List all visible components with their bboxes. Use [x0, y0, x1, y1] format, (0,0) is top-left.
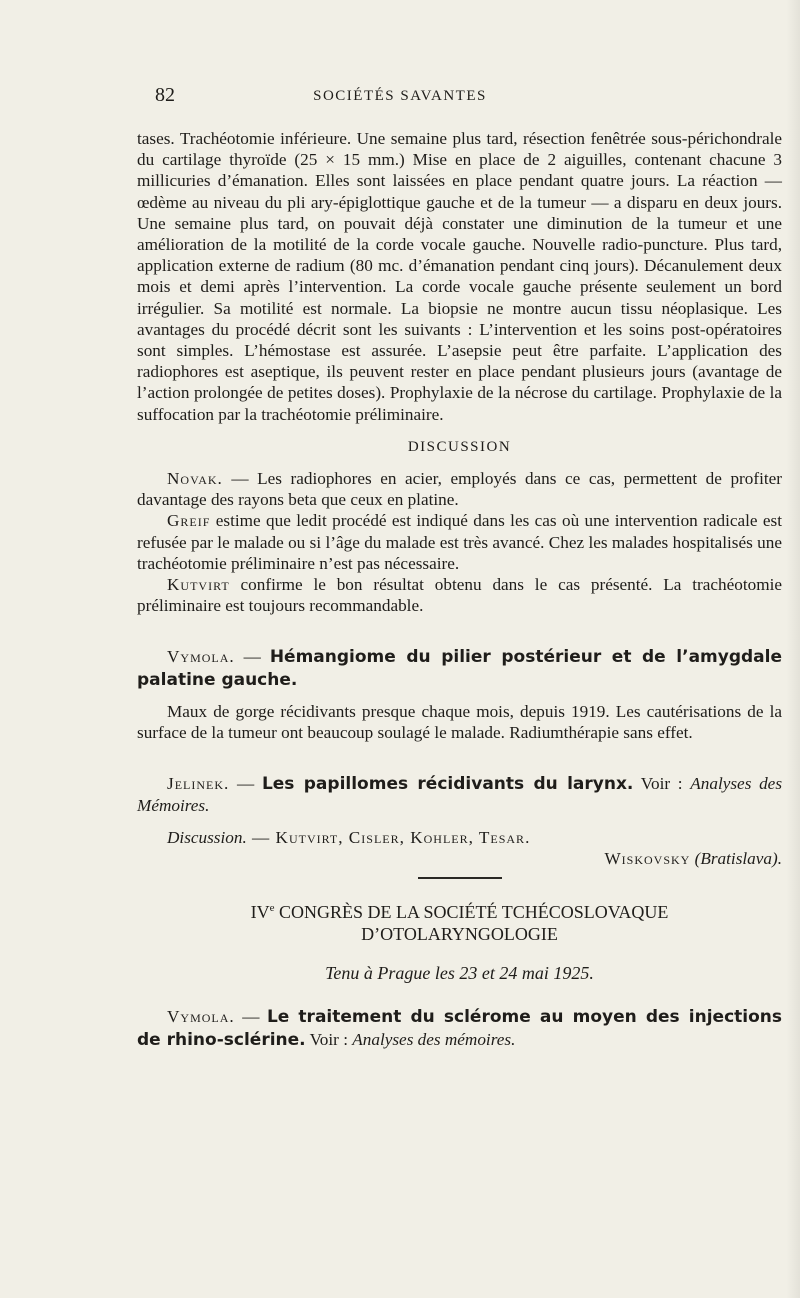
case-report-paragraph: tases. Trachéotomie inférieure. Une semaine plus tard, résection fenêtrée sous-périchondrale du cartilage thyroïde (25 × 15 mm.) Mise en place de 2 aiguilles, contenant chacune 3 millicuries d’émanation. Elles sont laissées en place pendant quatre jours. La réaction — œdème au niveau du pli ary-épiglottique gauche et de la tumeur — a disparu en deux jours. Une semaine plus tard, on pouvait déjà constater une diminution de la tumeur et une amélioration de la motilité de la corde vocale gauche. Nouvelle radio-puncture. Plus tard, application externe de radium (80 mc. d’émanation pendant cinq jours). Décanulement deux mois et demi après l’intervention. La corde vocale gauche présente seulement un bord irrégulier. Sa motilité est normale. La biopsie ne montre aucun tissu néoplasique. Les avantages du procédé décrit sont les suivants : L’intervention et les soins post-opératoires sont simples. L’hémostase est assurée. L’asepsie peut être parfaite. L’application des radiophores est aseptique, ils peuvent rester en place pendant plusieurs jours (avantage de l’action prolongée de petites doses). Prophylaxie de la nécrose du cartilage. Prophylaxie de la suffocation par la trachéotomie préliminaire.: [137, 129, 782, 424]
communication-title: Hémangiome du pilier postérieur et de l’amygdale palatine gauche.: [137, 647, 783, 690]
dash: —: [229, 774, 262, 794]
ordinal-suffix: e: [269, 902, 275, 915]
author-name: Vymola.: [167, 647, 235, 667]
participant-place: (Bratislava).: [690, 848, 782, 868]
participant-name: Wiskovsky: [604, 848, 691, 868]
congress-date: Tenu à Prague les 23 et 24 mai 1925.: [325, 963, 594, 984]
participant-names: — Kutvirt, Cisler, Kohler, Tesar.: [246, 827, 531, 847]
remark-text: — Les radiophores en acier, employés dans ce cas, permettent de profiter davantage des rayons beta que ceux en platine.: [137, 469, 782, 510]
speaker-name: Greif: [167, 511, 211, 531]
congress-title-line2: D’OTOLARYNGOLOGIE: [361, 924, 558, 945]
speaker-name: Novak.: [167, 469, 223, 489]
dash: —: [234, 1007, 267, 1027]
roman-numeral: IV: [250, 902, 270, 923]
voir-label: Voir :: [305, 1029, 353, 1049]
discussion-heading: DISCUSSION: [407, 438, 512, 455]
remark-text: estime que ledit procédé est indiqué dans les cas où une intervention radicale est refusée par le malade ou si l’âge du malade est très avancé. Chez les malades hospitalisés une trachéotomie préliminaire n’est pas nécessaire.: [137, 511, 782, 573]
dash: —: [234, 647, 270, 667]
reference: Analyses des Mémoires.: [137, 774, 783, 816]
jelinek-communication: [137, 773, 782, 816]
congress-title-line1: [137, 897, 782, 923]
speaker-name: Kutvirt: [167, 575, 230, 595]
page-edge-shadow: [786, 0, 800, 1298]
page-body: [137, 128, 782, 1051]
author-name: Vymola.: [167, 1007, 235, 1027]
discussion-label: Discussion.: [167, 827, 247, 847]
communication-title: Les papillomes récidivants du larynx.: [261, 774, 634, 795]
reference: Analyses des mémoires.: [352, 1029, 516, 1049]
voir-label: Voir :: [633, 774, 691, 794]
vymola-communication-title: [137, 646, 782, 690]
section-rule: [418, 877, 502, 879]
congress-title: [137, 897, 782, 945]
author-name: Jelinek.: [167, 774, 230, 794]
page-header: [0, 84, 800, 112]
vymola-communication-text: Maux de gorge récidivants presque chaque mois, depuis 1919. Les cautérisations de la surface de la tumeur ont beaucoup soulagé le malade. Radiumthérapie sans effet.: [137, 701, 782, 743]
running-title: SOCIÉTÉS SAVANTES: [313, 88, 487, 104]
communication-title: Le traitement du sclérome au moyen des injections de rhino-sclérine.: [137, 1007, 783, 1050]
discussion-participants-cont: [137, 848, 782, 869]
page-number: 82: [155, 84, 175, 106]
vymola-second-communication: [137, 1006, 782, 1050]
greif-remark: [137, 510, 782, 574]
kutvirt-remark: [137, 574, 782, 616]
remark-text: confirme le bon résultat obtenu dans le cas présenté. La trachéotomie préliminaire est toujours recommandable.: [137, 575, 782, 616]
novak-remark: [137, 468, 782, 510]
congress-name: CONGRÈS DE LA SOCIÉTÉ TCHÉCOSLOVAQUE: [274, 902, 669, 923]
discussion-participants: [137, 827, 782, 848]
